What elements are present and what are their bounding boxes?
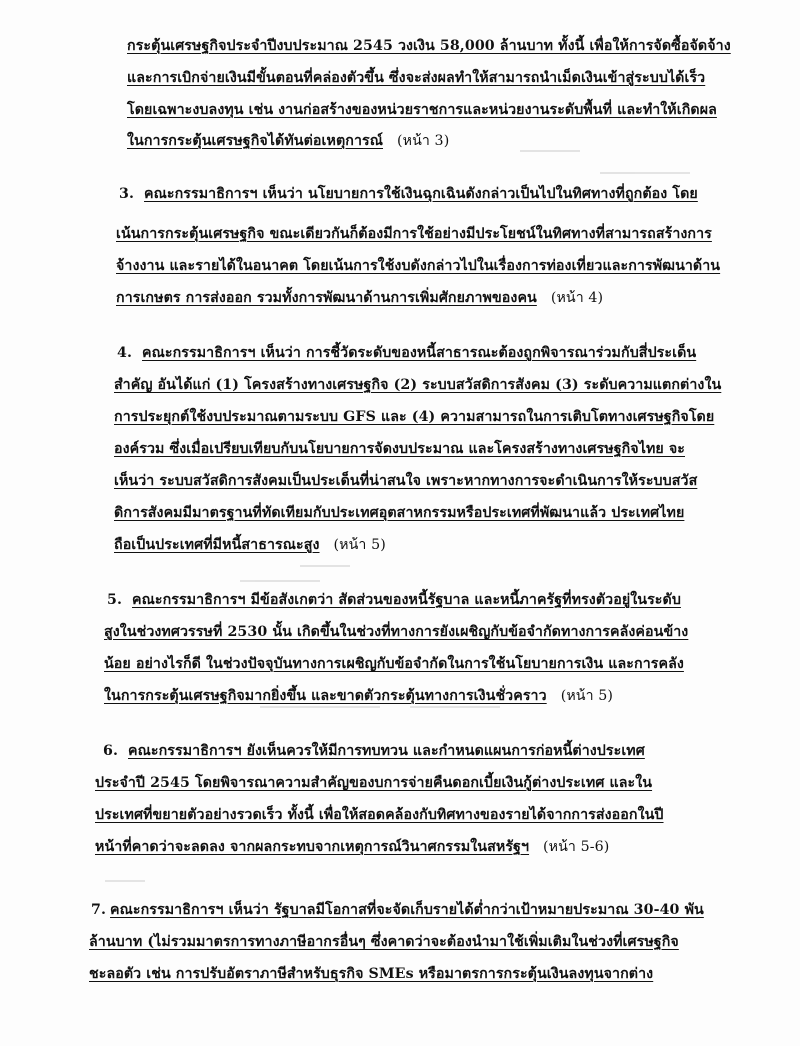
- text-line: เน้นการกระตุ้นเศรษฐกิจ ขณะเดียวกันก็ต้องมีการใช้อย่างมีประโยชน์ในทิศทางที่สามารถสร้างการ: [116, 226, 712, 242]
- text-line-last: [127, 131, 449, 151]
- text-line: คณะกรรมาธิการฯ เห็นว่า นโยบายการใช้เงินฉุกเฉินดังกล่าวเป็นไปในทิศทางที่ถูกต้อง โดย: [144, 186, 698, 202]
- text-line: ถือเป็นประเทศที่มีหนี้สาธารณะสูง: [114, 537, 320, 553]
- text-line: น้อย อย่างไรก็ดี ในช่วงปัจจุบันทางการเผชิญกับข้อจำกัดในการใช้นโยบายการเงิน และการคลัง: [104, 656, 684, 672]
- text-line: การประยุกต์ใช้งบประมาณตามระบบ GFS และ (4) ความสามารถในการเติบโตทางเศรษฐกิจโดย: [114, 409, 715, 425]
- text-line: คณะกรรมาธิการฯ เห็นว่า การชี้วัดระดับของหนี้สาธารณะต้องถูกพิจารณาร่วมกับสี่ประเด็น: [142, 345, 697, 361]
- page-reference: (หน้า 4): [550, 290, 604, 306]
- paragraph-number: 7.: [91, 902, 107, 918]
- text-line: ประเทศที่ขยายตัวอย่างรวดเร็ว ทั้งนี้ เพื่อให้สอดคล้องกับทิศทางของรายได้จากการส่งออกในปี: [95, 807, 664, 823]
- text-line-first: [103, 741, 645, 761]
- text-line: คณะกรรมาธิการฯ เห็นว่า รัฐบาลมีโอกาสที่จะจัดเก็บรายได้ต่ำกว่าเป้าหมายประมาณ 30-40 พัน: [110, 902, 704, 918]
- text-line: สูงในช่วงทศวรรษที่ 2530 นั้น เกิดขึ้นในช่วงที่ทางการยังเผชิญกับข้อจำกัดทางการคลังค่อนข้าง: [104, 624, 689, 640]
- text-line: และการเบิกจ่ายเงินมีขั้นตอนที่คล่องตัวขึ้น ซึ่งจะส่งผลทำให้สามารถนำเม็ดเงินเข้าสู่ระบบได้เร็ว: [127, 70, 706, 86]
- scan-speck: [600, 172, 690, 174]
- text-line-first: [119, 184, 698, 204]
- text-line-first: [117, 343, 696, 363]
- text-line: ในการกระตุ้นเศรษฐกิจมากยิ่งขึ้น และขาดตัวกระตุ้นทางการเงินชั่วคราว: [104, 688, 547, 704]
- scan-speck: [520, 150, 580, 152]
- text-line: การเกษตร การส่งออก รวมทั้งการพัฒนาด้านการเพิ่มศักยภาพของคน: [116, 290, 537, 306]
- scan-speck: [260, 706, 380, 708]
- text-line: โดยเฉพาะงบลงทุน เช่น งานก่อสร้างของหน่วยราชการและหน่วยงานระดับพื้นที่ และทำให้เกิดผล: [127, 102, 717, 118]
- paragraph-number: 5.: [107, 592, 123, 608]
- text-line-last: [114, 535, 386, 555]
- paragraph-number: 6.: [103, 743, 119, 759]
- scan-speck: [240, 580, 320, 582]
- text-line-last: [95, 837, 609, 857]
- text-line-first: [107, 590, 681, 610]
- text-line-last: [104, 686, 613, 706]
- text-line: ดิการสังคมมีมาตรฐานที่ทัดเทียมกับประเทศอุตสาหกรรมหรือประเทศที่พัฒนาแล้ว ประเทศไทย: [114, 505, 685, 521]
- page-reference: (หน้า 3): [397, 133, 450, 149]
- page-reference: (หน้า 5): [333, 537, 386, 553]
- text-line: สำคัญ อันได้แก่ (1) โครงสร้างทางเศรษฐกิจ (2) ระบบสวัสดิการสังคม (3) ระดับความแตกต่างใน: [114, 377, 722, 393]
- text-line: ล้านบาท (ไม่รวมมาตรการทางภาษีอากรอื่นๆ ซึ่งคาดว่าจะต้องนำมาใช้เพิ่มเติมในช่วงที่เศรษฐกิจ: [89, 934, 679, 950]
- paragraph-number: 4.: [117, 345, 133, 361]
- text-line: คณะกรรมาธิการฯ มีข้อสังเกตว่า สัดส่วนของหนี้รัฐบาล และหนี้ภาครัฐที่ทรงตัวอยู่ในระดับ: [132, 592, 681, 608]
- page-reference: (หน้า 5): [560, 688, 614, 704]
- text-line: จ้างงาน และรายได้ในอนาคต โดยเน้นการใช้งบดังกล่าวไปในเรื่องการท่องเที่ยวและการพัฒนาด้าน: [116, 258, 721, 274]
- paragraph-number: 3.: [119, 186, 135, 202]
- text-line: คณะกรรมาธิการฯ ยังเห็นควรให้มีการทบทวน และกำหนดแผนการก่อหนี้ต่างประเทศ: [128, 743, 645, 759]
- text-line: ชะลอตัว เช่น การปรับอัตราภาษีสำหรับธุรกิจ SMEs หรือมาตรการกระตุ้นเงินลงทุนจากต่าง: [89, 966, 654, 982]
- scan-speck: [300, 565, 350, 567]
- text-line-first: [91, 900, 704, 920]
- page-reference: (หน้า 5-6): [543, 839, 610, 855]
- text-line: ประจำปี 2545 โดยพิจารณาความสำคัญของบการจ่ายคืนดอกเบี้ยเงินกู้ต่างประเทศ และใน: [95, 775, 653, 791]
- scan-speck: [105, 880, 145, 882]
- text-line: กระตุ้นเศรษฐกิจประจำปีงบประมาณ 2545 วงเงิน 58,000 ล้านบาท ทั้งนี้ เพื่อให้การจัดซื้อจัดจ้าง: [127, 38, 731, 54]
- text-line: ในการกระตุ้นเศรษฐกิจได้ทันต่อเหตุการณ์: [127, 133, 383, 149]
- text-line: องค์รวม ซึ่งเมื่อเปรียบเทียบกับนโยบายการจัดงบประมาณ และโครงสร้างทางเศรษฐกิจไทย จะ: [114, 441, 685, 457]
- scan-speck: [410, 706, 500, 708]
- text-line-last: [116, 288, 603, 308]
- text-line: เห็นว่า ระบบสวัสดิการสังคมเป็นประเด็นที่น่าสนใจ เพราะหากทางการจะดำเนินการให้ระบบสวัส: [114, 473, 698, 489]
- text-line: หน้าที่คาดว่าจะลดลง จากผลกระทบจากเหตุการณ์วินาศกรรมในสหรัฐฯ: [95, 839, 530, 855]
